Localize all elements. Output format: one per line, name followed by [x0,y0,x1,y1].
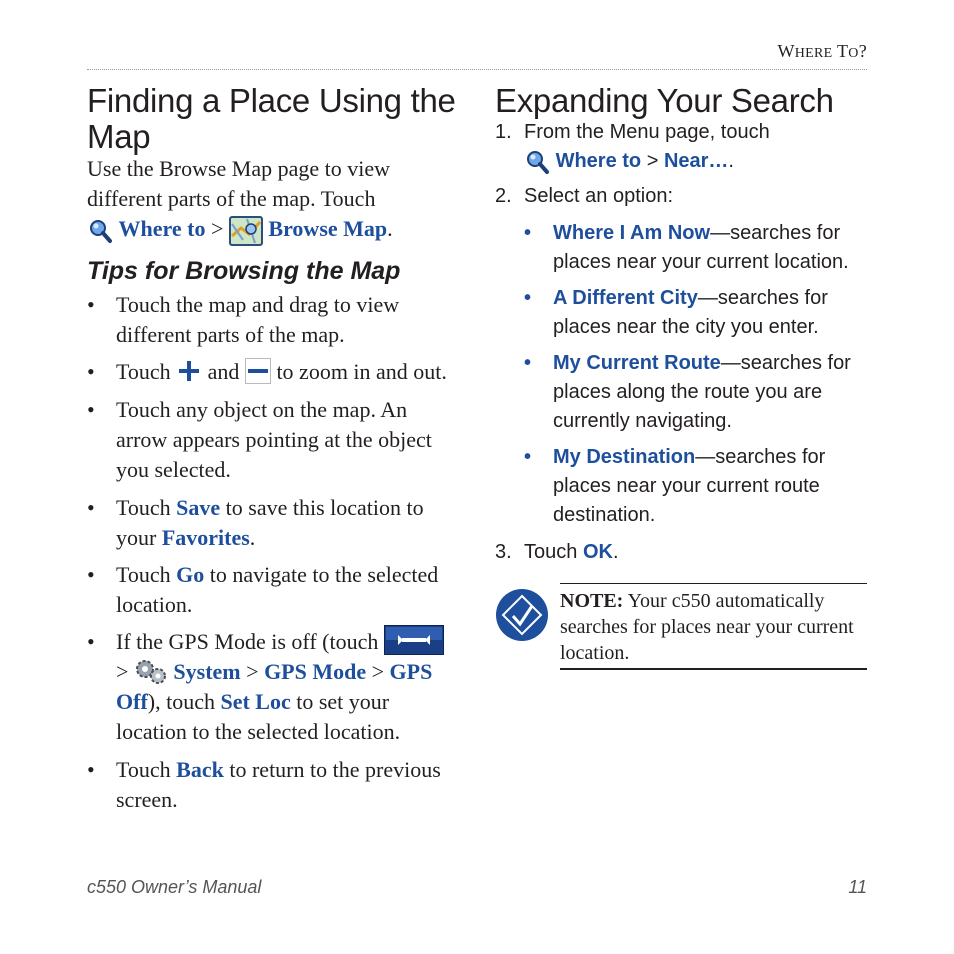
search-icon [524,149,550,175]
zoom-in-icon [176,358,202,384]
tip-drag-map: • Touch the map and drag to view different parts of the map. [87,292,400,347]
page-number: 11 [848,877,867,897]
option-where-i-am-now: • Where I Am Now—searches for places near your current location. [524,222,849,273]
where-to-link: Where to [118,216,206,241]
tip-gps-mode: • If the GPS Mode is off (touch > System > GPS Mode > GPS Off), touch Set Loc to set your location to the selected location. [87,627,467,747]
browse-map-icon [229,216,263,246]
tip-save: • Touch Save to save this location to your Favorites. [87,495,424,550]
zoom-out-icon [245,358,271,384]
tip-zoom: • Touch and to zoom in and out. [87,359,447,384]
tip-back: • Touch Back to return to the previous screen. [87,757,441,812]
option-current-route: • My Current Route—searches for places along the route you are currently navigating. [524,352,851,432]
step-3: 3. Touch OK. [495,541,619,563]
tips-heading: Tips for Browsing the Map [87,257,401,285]
note-top-rule [560,583,867,584]
left-section-title: Finding a Place Using the Map [87,82,456,155]
tools-button-icon [384,625,444,655]
right-section-title: Expanding Your Search [495,82,834,119]
tip-touch-object: • Touch any object on the map. An arrow appears pointing at the object you selected. [87,397,432,482]
step-1: 1. From the Menu page, touch Where to > Near…. [495,118,867,176]
note-text: NOTE: Your c550 automatically searches for places near your current location. [560,590,854,664]
left-intro: Use the Browse Map page to view different parts of the map. Touch Where to > Browse Map. [87,154,467,246]
step-2: 2. Select an option: [495,185,673,207]
tip-go: • Touch Go to navigate to the selected location. [87,562,439,617]
running-header: WHERE TO? [777,41,867,61]
option-different-city: • A Different City—searches for places near the city you enter. [524,287,828,338]
browse-map-link: Browse Map [268,216,388,241]
search-icon [87,218,113,244]
note-check-icon [495,588,549,642]
option-destination: • My Destination—searches for places near your current route destination. [524,446,826,526]
note-bottom-rule [560,668,867,670]
header-rule [87,69,867,70]
gears-icon [134,657,168,685]
footer-manual-title: c550 Owner’s Manual [87,877,262,897]
